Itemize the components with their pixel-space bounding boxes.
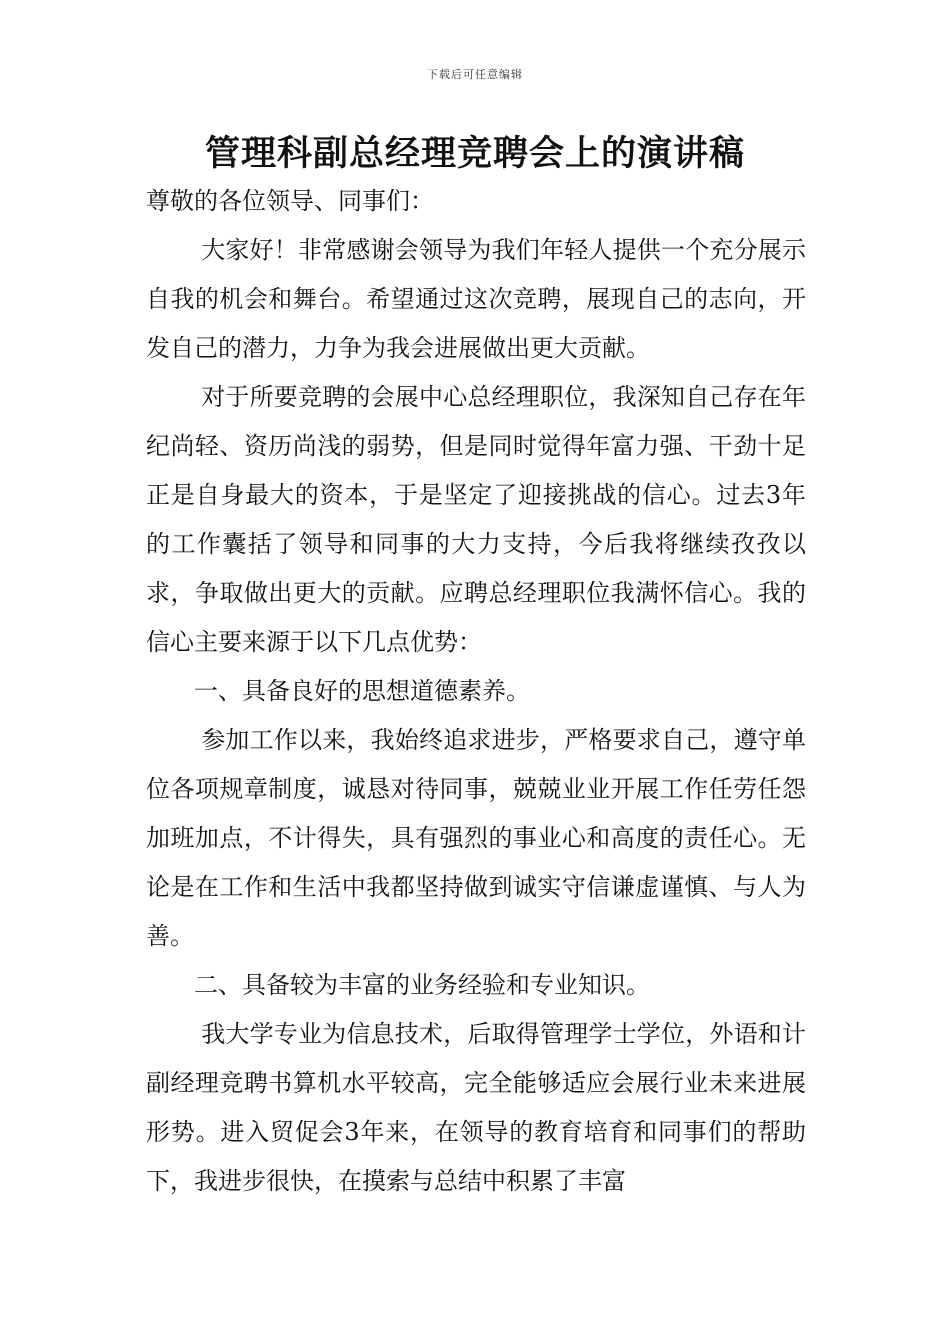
page-header-note: 下载后可任意编辑 bbox=[427, 68, 523, 81]
document-title: 管理科副总经理竞聘会上的演讲稿 bbox=[204, 134, 745, 174]
section-heading-1: 一、具备良好的思想道德素养。 bbox=[194, 677, 530, 705]
section-heading-2: 二、具备较为丰富的业务经验和专业知识。 bbox=[194, 971, 650, 999]
paragraph-moral-quality: 参加工作以来，我始终追求进步，严格要求自己，遵守单位各项规章制度，诚恳对待同事，兢兢业业开展工作任劳任怨加班加点，不计得失，具有强烈的事业心和高度的责任心。无论是在工作和生活中我都坚持做到诚实守信谦虚谨慎、与人为善。 bbox=[146, 726, 806, 950]
salutation: 尊敬的各位领导、同事们： bbox=[146, 187, 434, 215]
paragraph-position-confidence: 对于所要竞聘的会展中心总经理职位，我深知自己存在年纪尚轻、资历尚浅的弱势，但是同时觉得年富力强、干劲十足正是自身最大的资本，于是坚定了迎接挑战的信心。过去3年的工作囊括了领导和同事的大力支持，今后我将继续孜孜以求，争取做出更大的贡献。应聘总经理职位我满怀信心。我的信心主要来源于以下几点优势： bbox=[146, 383, 806, 656]
document-body bbox=[146, 177, 806, 1206]
paragraph-experience: 我大学专业为信息技术，后取得管理学士学位，外语和计副经理竞聘书算机水平较高，完全能够适应会展行业未来进展形势。进入贸促会3年来，在领导的教育培育和同事们的帮助下，我进步很快，在摸索与总结中积累了丰富 bbox=[146, 1020, 806, 1195]
paragraph-greeting: 大家好！非常感谢会领导为我们年轻人提供一个充分展示自我的机会和舞台。希望通过这次竞聘，展现自己的志向，开发自己的潜力，力争为我会进展做出更大贡献。 bbox=[146, 236, 806, 362]
